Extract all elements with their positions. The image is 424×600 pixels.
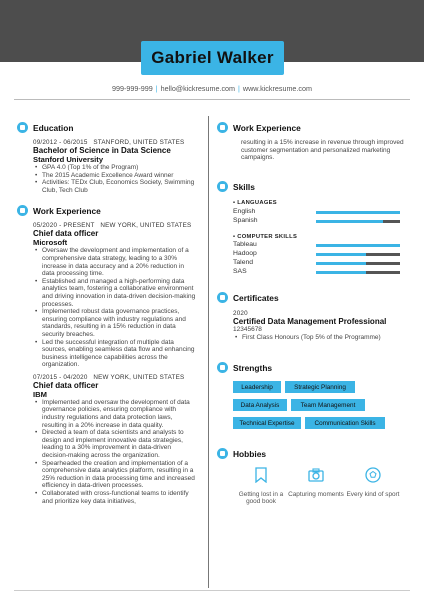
job-entry (17, 374, 197, 505)
skill-level-bar (316, 253, 400, 256)
skill-level-bar (316, 271, 400, 274)
briefcase-icon (217, 122, 228, 133)
education-bullets (33, 164, 197, 194)
skill-name: English (233, 208, 256, 215)
certificate-name: Certified Data Management Professional (233, 317, 387, 326)
section-certificates-heading (217, 291, 279, 304)
list-item: • First Class Honours (Top 5% of the Programme) (233, 334, 411, 342)
separator: | (238, 84, 240, 93)
briefcase-icon (17, 205, 28, 216)
location: NEW YORK, UNITED STATES (93, 373, 185, 381)
list-item: • GPA 4.0 (Top 1% of the Program) (33, 164, 197, 172)
job-bullets (33, 247, 197, 369)
right-column (217, 121, 411, 591)
star-icon (217, 362, 228, 373)
job-company: IBM (33, 389, 47, 399)
dates: 07/2015 - 04/2020 (33, 373, 88, 381)
strength-tag: Technical Expertise (233, 417, 301, 429)
certificate-entry (233, 310, 411, 341)
camera-icon (308, 467, 324, 483)
section-skills-heading (217, 180, 255, 193)
list-item: • Led the successful integration of multiple data sources, enabling seamless data flow and enhancing business intelligence capabilities across the organization. (33, 339, 197, 369)
skill-level-fill (316, 220, 383, 223)
list-item: • Established and managed a high-performing data analytics team, fostering a collaborative environment and driving innovation in data-driven decision-making processes. (33, 278, 197, 308)
section-title: Skills (233, 181, 255, 192)
ball-icon (365, 467, 381, 483)
hobby-label: Getting lost in a good book (238, 491, 284, 506)
school: Stanford University (33, 155, 104, 164)
list-item: • Activities: TEDx Club, Economics Society, Swimming Club, Tech Club (33, 179, 197, 194)
skill-level-fill (316, 253, 366, 256)
location: STANFORD, UNITED STATES (93, 139, 185, 146)
section-education-heading (17, 121, 197, 134)
section-title: Strengths (233, 362, 273, 373)
skill-level-fill (316, 271, 366, 274)
section-title: Work Experience (33, 205, 101, 216)
contact-line (0, 84, 424, 93)
skills-computer-label: • COMPUTER SKILLS (233, 234, 298, 240)
section-work-heading (17, 204, 197, 217)
skill-level-bar (316, 220, 400, 223)
skill-level-bar (316, 244, 400, 247)
certificate-year: 2020 (233, 310, 248, 317)
section-work-heading (217, 121, 411, 134)
column-divider (208, 116, 209, 588)
list-item: • Oversaw the development and implementation of a comprehensive data strategy, leading to a 30% increase in data accuracy and a 20% reduction in data processing time. (33, 247, 197, 277)
job-bullets (33, 399, 197, 505)
website-link[interactable]: www.kickresume.com (242, 84, 312, 93)
job-entry (17, 222, 197, 369)
skill-level-fill (316, 244, 400, 247)
hobby-label: Every kind of sport (346, 491, 400, 498)
list-item: • Implemented and oversaw the development of data governance policies, ensuring compliance with industry regulations and data protection laws, resulting in a 20% increase in data quality. (33, 399, 197, 429)
list-item: • Implemented robust data governance practices, ensuring compliance with industry regulations and standards, resulting in a 15% reduction in data security breaches. (33, 308, 197, 338)
degree: Bachelor of Science in Data Science (33, 146, 171, 155)
certificate-id: 12345678 (233, 326, 262, 333)
skill-level-fill (316, 262, 366, 265)
strength-tag: Team Management (291, 399, 365, 411)
list-item: • Collaborated with cross-functional teams to identify and prioritize key data initiatives, (33, 490, 197, 505)
skills-languages-label: • LANGUAGES (233, 200, 277, 206)
heart-icon (217, 448, 228, 459)
section-title: Work Experience (233, 122, 301, 133)
list-item: • Spearheaded the creation and implementation of a comprehensive data analytics platform, resulting in a 25% reduction in data processing time and increased efficiency in data-driven processes. (33, 460, 197, 490)
footer-divider (14, 590, 410, 591)
dates: 05/2020 - PRESENT (33, 222, 95, 230)
skill-name: Spanish (233, 217, 258, 224)
skill-name: Hadoop (233, 250, 257, 257)
phone: 999-999-999 (111, 84, 153, 93)
graduation-cap-icon (17, 122, 28, 133)
name-box (141, 41, 284, 75)
strength-tag: Data Analysis (233, 399, 287, 411)
job-company: Microsoft (33, 238, 68, 248)
skill-level-bar (316, 211, 400, 214)
skill-name: Talend (233, 259, 254, 266)
education-meta (33, 139, 197, 146)
section-title: Certificates (233, 292, 279, 303)
skill-name: Tableau (233, 241, 257, 248)
strength-tag: Communication Skills (305, 417, 385, 429)
list-item: • The 2015 Academic Excellence Award winner (33, 172, 197, 180)
education-entry (17, 139, 197, 194)
skill-level-fill (316, 211, 400, 214)
job-meta (33, 374, 197, 381)
section-title: Education (33, 122, 74, 133)
job-role: Chief data officer (33, 380, 99, 390)
strength-tag: Strategic Planning (285, 381, 355, 393)
location: NEW YORK, UNITED STATES (100, 222, 192, 230)
section-strengths-heading (217, 361, 272, 374)
section-title: Hobbies (233, 448, 267, 459)
bookmark-icon (253, 467, 269, 483)
gear-icon (217, 181, 228, 192)
certificate-icon (217, 292, 228, 303)
job-meta (33, 222, 197, 229)
dates: 09/2012 - 06/2015 (33, 139, 88, 146)
left-column (17, 121, 197, 505)
header-divider (14, 99, 410, 100)
list-item: • Directed a team of data scientists and analysts to design and implement innovative data strategies, leading to a 30% improvement in data-driven decision-making across the organization. (33, 429, 197, 459)
work-continued-text: resulting in a 15% increase in revenue through improved customer segmentation and personalized marketing campaigns. (241, 139, 404, 162)
section-hobbies-heading (217, 447, 266, 460)
certificate-bullets (233, 334, 411, 342)
candidate-name: Gabriel Walker (151, 48, 274, 67)
email-link[interactable]: hello@kickresume.com (160, 84, 236, 93)
hobby-label: Capturing moments (288, 491, 344, 498)
strength-tag: Leadership (233, 381, 281, 393)
separator: | (155, 84, 158, 93)
skill-name: SAS (233, 268, 247, 275)
job-role: Chief data officer (33, 229, 99, 239)
skill-level-bar (316, 262, 400, 265)
